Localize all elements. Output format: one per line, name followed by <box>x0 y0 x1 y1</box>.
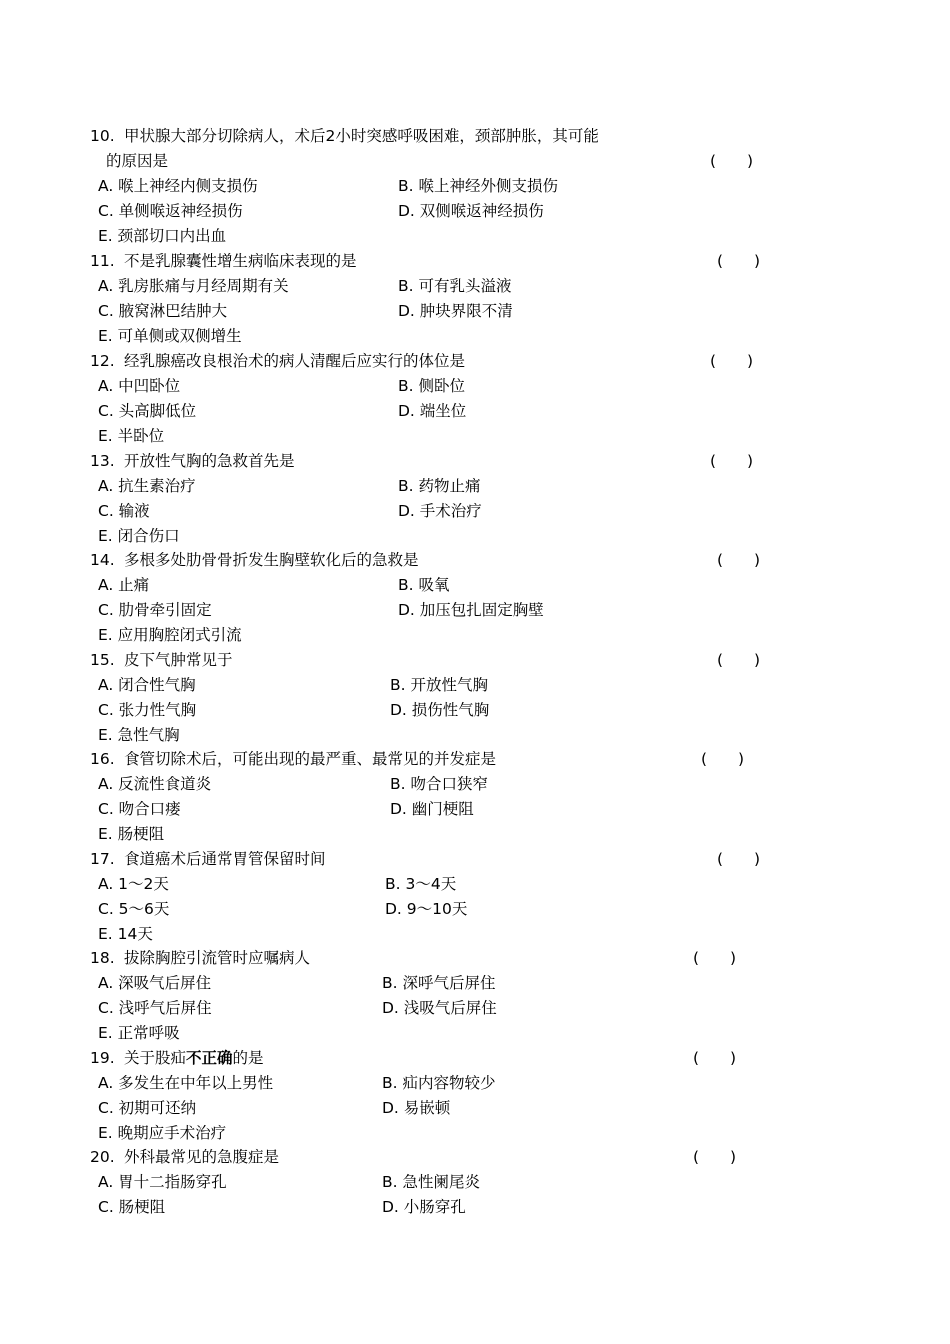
options-row <box>0 723 950 748</box>
question-stem: 经乳腺癌改良根治术的病人清醒后应实行的体位是 <box>124 352 466 370</box>
options-row <box>0 598 950 623</box>
option-a: A. 多发生在中年以上男性 <box>98 1074 274 1092</box>
options-row <box>0 299 950 324</box>
options-row <box>0 922 950 947</box>
question-18 <box>0 946 950 971</box>
option-d: D. 小肠穿孔 <box>382 1198 466 1216</box>
question-17 <box>0 847 950 872</box>
question-stem <box>124 1046 264 1071</box>
option-a: A. 深吸气后屏住 <box>98 974 212 992</box>
option-d: D. 手术治疗 <box>398 502 482 520</box>
options-row <box>0 996 950 1021</box>
options-row <box>0 772 950 797</box>
option-b: B. 药物止痛 <box>398 477 481 495</box>
question-stem: 外科最常见的急腹症是 <box>124 1148 280 1166</box>
option-d: D. 肿块界限不清 <box>398 302 513 320</box>
option-c: C. 单侧喉返神经损伤 <box>98 202 243 220</box>
options-row <box>0 1195 950 1220</box>
options-row <box>0 897 950 922</box>
option-c: C. 腋窝淋巴结肿大 <box>98 302 228 320</box>
options-row <box>0 524 950 549</box>
option-b: B. 开放性气胸 <box>390 676 488 694</box>
answer-bracket: ( ) <box>710 452 754 470</box>
option-a: A. 1～2天 <box>98 875 169 893</box>
question-stem: 甲状腺大部分切除病人，术后2小时突感呼吸困难，颈部肿胀，其可能 <box>124 127 599 145</box>
question-number: 11. <box>90 252 115 270</box>
option-a: A. 抗生素治疗 <box>98 477 196 495</box>
option-e: E. 颈部切口内出血 <box>98 227 227 245</box>
question-stem: 开放性气胸的急救首先是 <box>124 452 295 470</box>
answer-bracket: ( ) <box>710 352 754 370</box>
option-b: B. 侧卧位 <box>398 377 465 395</box>
option-a: A. 闭合性气胸 <box>98 676 196 694</box>
options-row <box>0 1121 950 1146</box>
option-b: B. 喉上神经外侧支损伤 <box>398 177 558 195</box>
answer-bracket: ( ) <box>701 750 745 768</box>
option-a: A. 中凹卧位 <box>98 377 181 395</box>
options-row <box>0 872 950 897</box>
option-e: E. 应用胸腔闭式引流 <box>98 626 242 644</box>
stem-emphasis: 不正确 <box>186 1049 233 1067</box>
options-row <box>0 174 950 199</box>
question-number: 12. <box>90 352 115 370</box>
option-a: A. 胃十二指肠穿孔 <box>98 1173 227 1191</box>
options-row <box>0 374 950 399</box>
option-e: E. 半卧位 <box>98 427 165 445</box>
question-19 <box>0 1046 950 1071</box>
question-stem: 拔除胸腔引流管时应嘱病人 <box>124 949 311 967</box>
option-d: D. 浅吸气后屏住 <box>382 999 497 1017</box>
question-10-stem-cont <box>0 149 950 174</box>
answer-bracket: ( ) <box>693 949 737 967</box>
option-d: D. 双侧喉返神经损伤 <box>398 202 544 220</box>
option-b: B. 3～4天 <box>385 875 457 893</box>
option-b: B. 急性阑尾炎 <box>382 1173 480 1191</box>
option-d: D. 幽门梗阻 <box>390 800 474 818</box>
option-c: C. 肠梗阻 <box>98 1198 166 1216</box>
question-13 <box>0 449 950 474</box>
options-row <box>0 474 950 499</box>
question-number: 19. <box>90 1049 115 1067</box>
question-number: 13. <box>90 452 115 470</box>
options-row <box>0 274 950 299</box>
option-c: C. 肋骨牵引固定 <box>98 601 212 619</box>
question-15 <box>0 648 950 673</box>
option-e: E. 肠梗阻 <box>98 825 165 843</box>
question-10 <box>0 124 950 149</box>
option-e: E. 晚期应手术治疗 <box>98 1124 227 1142</box>
options-row <box>0 623 950 648</box>
option-e: E. 可单侧或双侧增生 <box>98 327 242 345</box>
question-number: 15. <box>90 651 115 669</box>
option-c: C. 张力性气胸 <box>98 701 197 719</box>
question-stem: 不是乳腺囊性增生病临床表现的是 <box>124 252 357 270</box>
options-row <box>0 199 950 224</box>
question-stem: 皮下气肿常见于 <box>124 651 233 669</box>
options-row <box>0 224 950 249</box>
question-12 <box>0 349 950 374</box>
options-row <box>0 324 950 349</box>
question-number: 17. <box>90 850 115 868</box>
option-d: D. 损伤性气胸 <box>390 701 490 719</box>
options-row <box>0 399 950 424</box>
question-16 <box>0 747 950 772</box>
option-b: B. 吸氧 <box>398 576 450 594</box>
answer-bracket: ( ) <box>693 1049 737 1067</box>
options-row <box>0 1021 950 1046</box>
option-e: E. 14天 <box>98 925 153 943</box>
option-b: B. 深呼气后屏住 <box>382 974 496 992</box>
question-number: 20. <box>90 1148 115 1166</box>
question-20 <box>0 1145 950 1170</box>
option-b: B. 吻合口狭窄 <box>390 775 488 793</box>
question-14 <box>0 548 950 573</box>
option-e: E. 急性气胸 <box>98 726 180 744</box>
options-row <box>0 1096 950 1121</box>
answer-bracket: ( ) <box>717 252 761 270</box>
option-c: C. 输液 <box>98 502 150 520</box>
option-d: D. 易嵌顿 <box>382 1099 451 1117</box>
option-a: A. 止痛 <box>98 576 150 594</box>
options-row <box>0 1170 950 1195</box>
option-a: A. 乳房胀痛与月经周期有关 <box>98 277 289 295</box>
answer-bracket: ( ) <box>717 551 761 569</box>
answer-bracket: ( ) <box>717 850 761 868</box>
options-row <box>0 822 950 847</box>
option-c: C. 浅呼气后屏住 <box>98 999 212 1017</box>
question-stem: 多根多处肋骨骨折发生胸壁软化后的急救是 <box>124 551 419 569</box>
option-c: C. 头高脚低位 <box>98 402 197 420</box>
question-number: 16. <box>90 750 115 768</box>
option-c: C. 初期可还纳 <box>98 1099 197 1117</box>
options-row <box>0 1071 950 1096</box>
option-b: B. 疝内容物较少 <box>382 1074 496 1092</box>
option-d: D. 9～10天 <box>385 900 468 918</box>
option-e: E. 闭合伤口 <box>98 527 180 545</box>
options-row <box>0 698 950 723</box>
question-number: 18. <box>90 949 115 967</box>
question-stem: 食管切除术后，可能出现的最严重、最常见的并发症是 <box>124 750 497 768</box>
option-c: C. 5～6天 <box>98 900 170 918</box>
question-11 <box>0 249 950 274</box>
answer-bracket: ( ) <box>693 1148 737 1166</box>
option-a: A. 反流性食道炎 <box>98 775 212 793</box>
option-d: D. 端坐位 <box>398 402 467 420</box>
options-row <box>0 573 950 598</box>
options-row <box>0 499 950 524</box>
option-e: E. 正常呼吸 <box>98 1024 180 1042</box>
options-row <box>0 797 950 822</box>
options-row <box>0 424 950 449</box>
stem-suffix: 的是 <box>232 1049 264 1067</box>
option-c: C. 吻合口瘘 <box>98 800 181 818</box>
answer-bracket: ( ) <box>710 152 754 170</box>
option-a: A. 喉上神经内侧支损伤 <box>98 177 258 195</box>
question-stem-cont: 的原因是 <box>106 152 169 170</box>
question-number: 10. <box>90 127 115 145</box>
option-d: D. 加压包扎固定胸壁 <box>398 601 544 619</box>
answer-bracket: ( ) <box>717 651 761 669</box>
option-b: B. 可有乳头溢液 <box>398 277 512 295</box>
options-row <box>0 673 950 698</box>
question-number: 14. <box>90 551 115 569</box>
question-stem: 食道癌术后通常胃管保留时间 <box>124 850 326 868</box>
options-row <box>0 971 950 996</box>
stem-prefix: 关于股疝 <box>124 1049 187 1067</box>
